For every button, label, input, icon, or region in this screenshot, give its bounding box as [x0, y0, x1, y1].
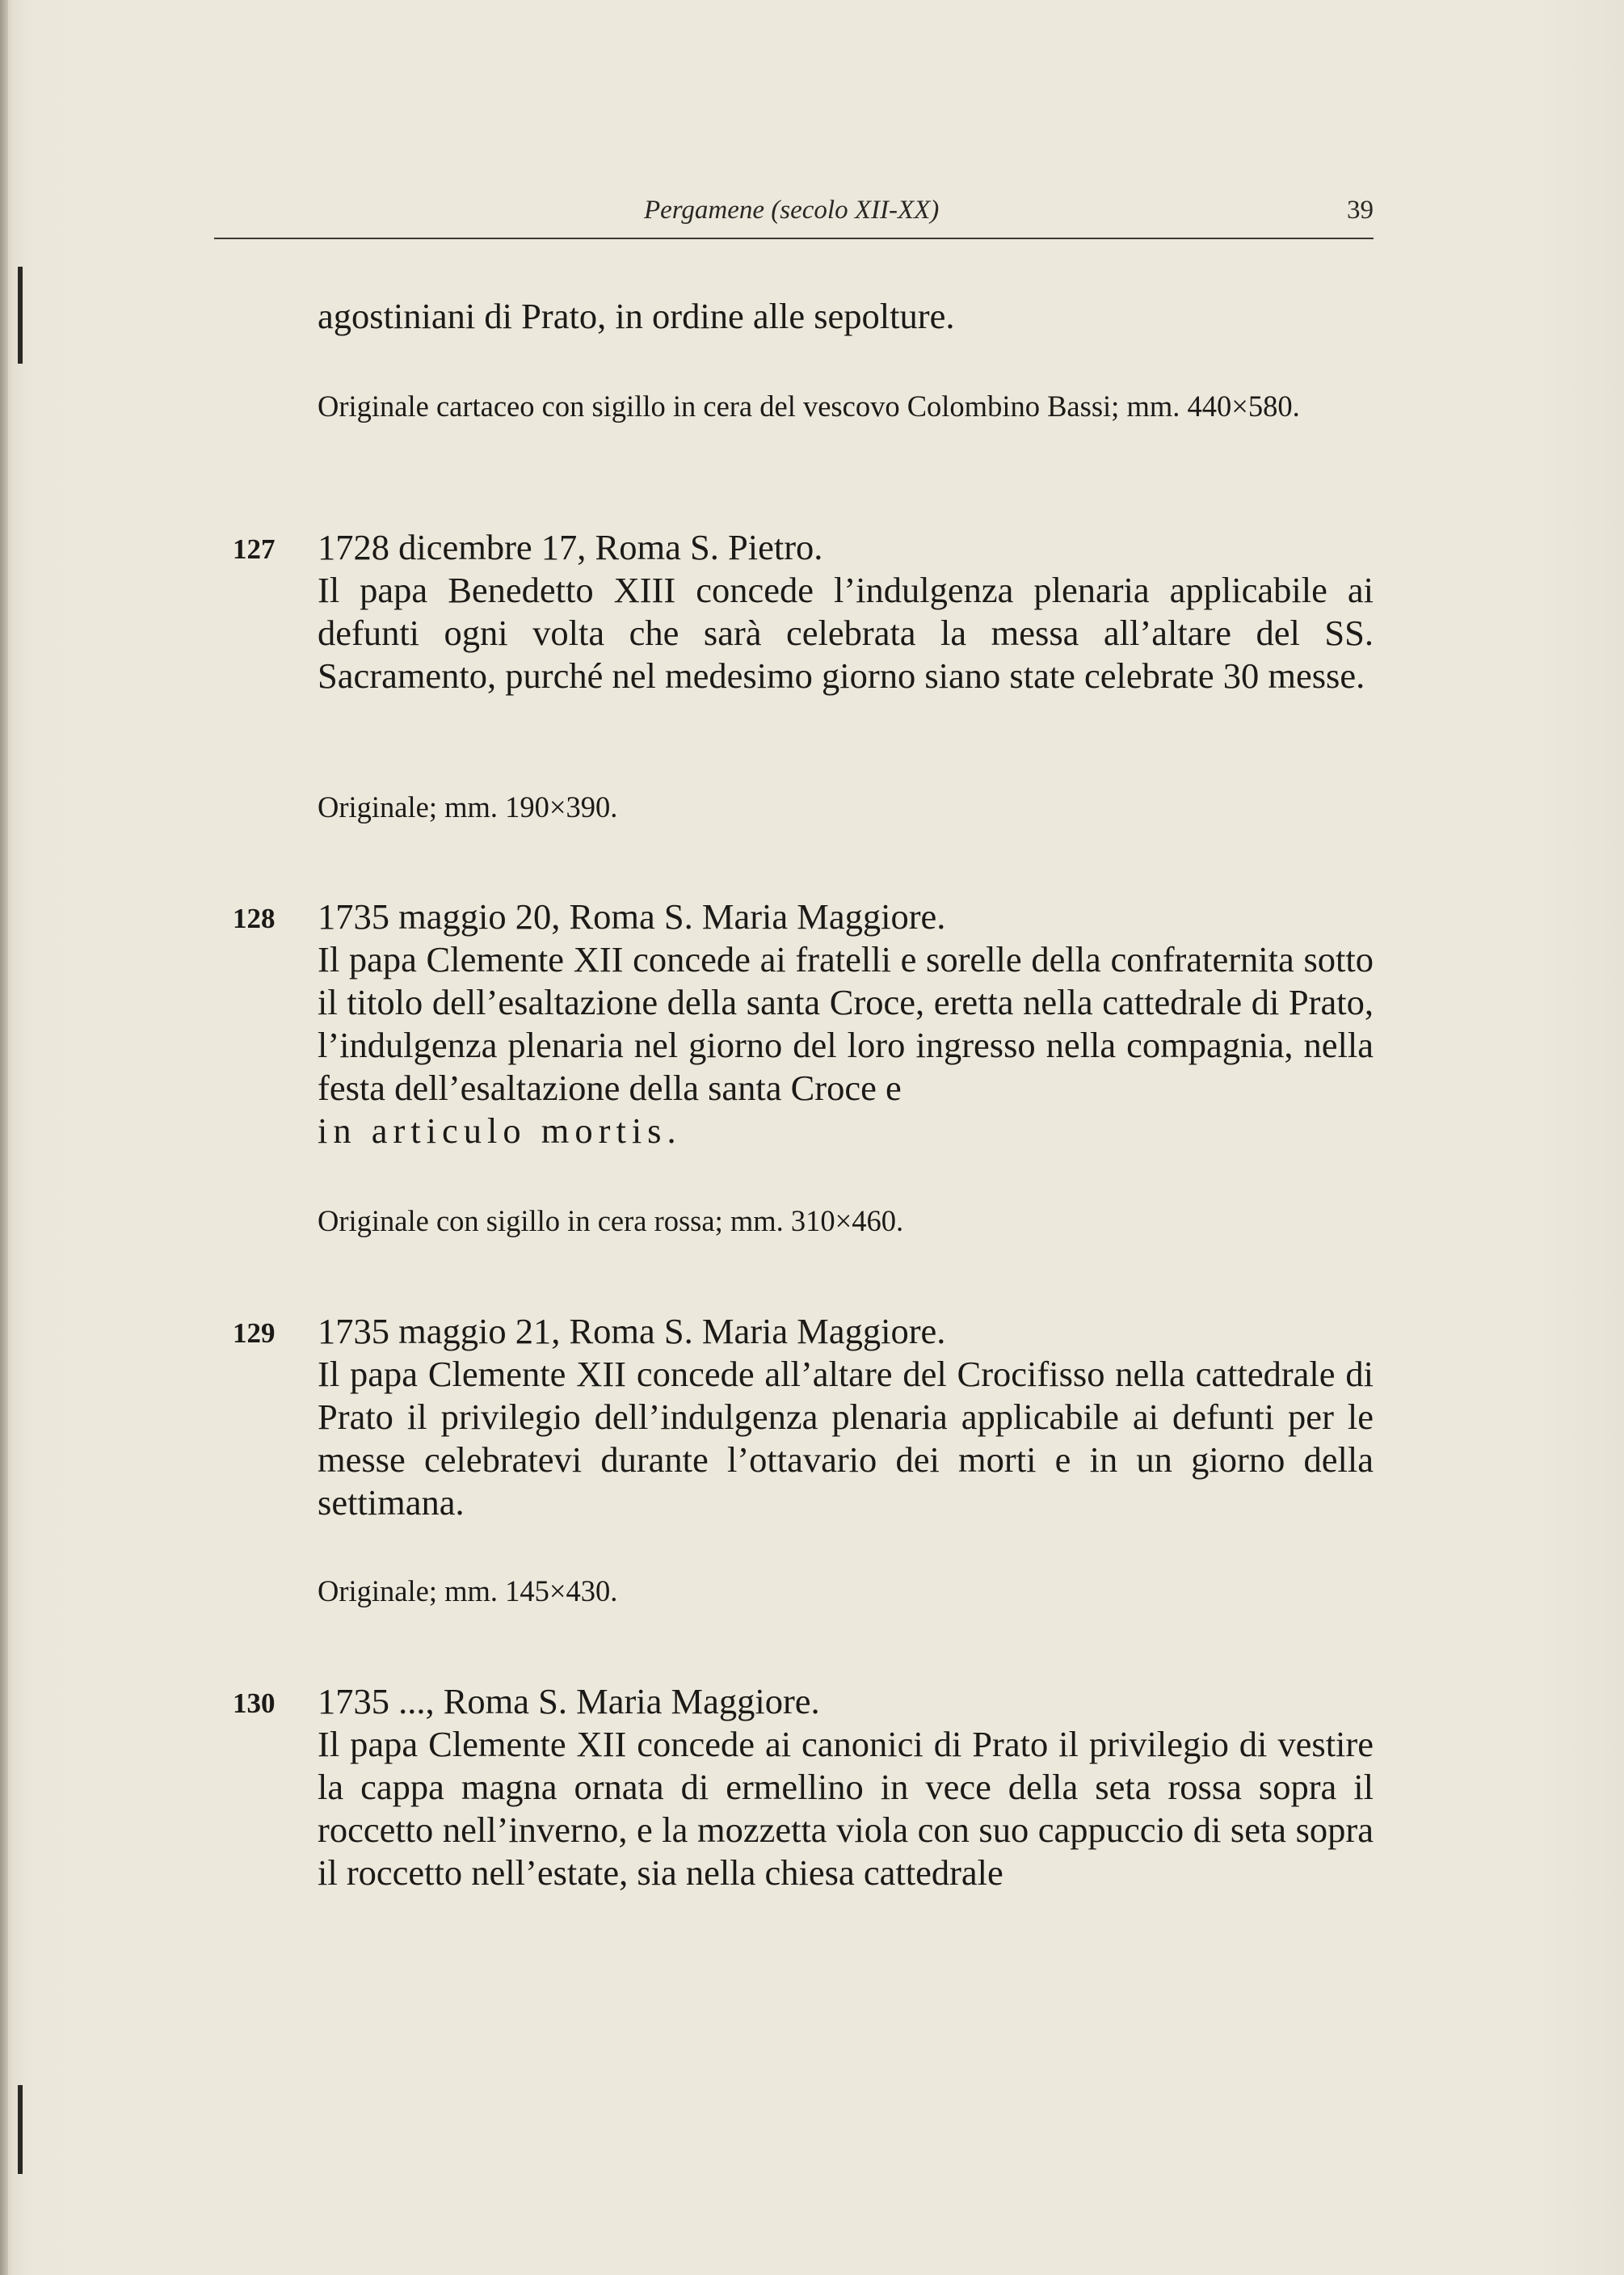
intro-text: agostiniani di Prato, in ordine alle sepolture. [318, 296, 955, 336]
page-number: 39 [1347, 196, 1374, 225]
entry-note: Originale; mm. 145×430. [318, 1574, 618, 1607]
page-spine-edge [0, 0, 8, 2275]
entry-number: 129 [233, 1317, 276, 1349]
entry-number: 130 [233, 1687, 276, 1719]
entry-note: Originale; mm. 190×390. [318, 790, 618, 824]
entry-number: 128 [233, 903, 276, 934]
entry-date: 1735 maggio 21, Roma S. Maria Maggiore. [318, 1311, 946, 1351]
entry-date: 1728 dicembre 17, Roma S. Pietro. [318, 527, 823, 567]
entry-date: 1735 maggio 20, Roma S. Maria Maggiore. [318, 896, 946, 937]
page-header [214, 187, 1374, 239]
running-head: Pergamene (secolo XII-XX) [644, 196, 940, 225]
entry-note: Originale con sigillo in cera rossa; mm. 310×460. [318, 1204, 904, 1237]
entry-date: 1735 ..., Roma S. Maria Maggiore. [318, 1681, 820, 1721]
spine-shadow-mark [18, 2085, 23, 2174]
entry-body: Il papa Clemente XII concede ai canonici di Prato il privilegio di vestire la cappa magna ornata di ermellino in vece della seta rossa sopra il roccetto nell’inverno, e la mozzetta viola con suo cappuccio di seta sopra il roccetto nell’estate, sia nella chiesa cattedrale [318, 1724, 1374, 1893]
spine-shadow-mark [18, 267, 23, 364]
entry-number: 127 [233, 533, 276, 565]
entry-body: Il papa Benedetto XIII concede l’indulgenza plenaria applicabile ai defunti ogni volta che sarà celebrata la messa all’altare del SS. Sacramento, purché nel medesimo giorno siano state celebrate 30 messe. [318, 570, 1374, 696]
entry-body: Il papa Clemente XII concede all’altare del Crocifisso nella cattedrale di Prato il privilegio dell’indulgenza plenaria applicabile ai defunti per le messe celebratevi durante l’ottavario dei morti e in un giorno della settimana. [318, 1354, 1374, 1523]
intro-note: Originale cartaceo con sigillo in cera del vescovo Colombino Bassi; mm. 440×580. [318, 390, 1300, 423]
entry-body: Il papa Clemente XII concede ai fratelli e sorelle della confraternita sotto il titolo dell’esaltazione della santa Croce, eretta nella cattedrale di Prato, l’indulgenza plenaria nel giorno del loro ingresso nella compagnia, nella festa dell’esaltazione della santa Croce e [318, 939, 1374, 1108]
entry-body-spaced: in articulo mortis. [318, 1110, 682, 1151]
